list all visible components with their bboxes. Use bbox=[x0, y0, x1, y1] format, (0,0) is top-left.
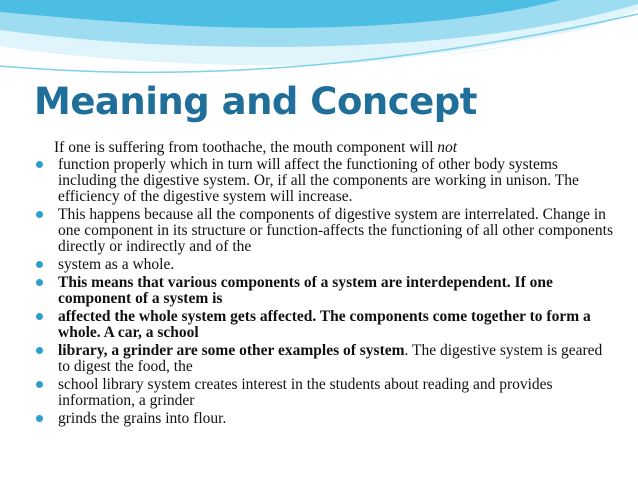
bullet-text: . The digestive system is geared to digest the food, the bbox=[58, 342, 603, 375]
bullet-item bbox=[34, 275, 614, 307]
bullet-dot-icon bbox=[36, 211, 43, 218]
header-wave-decoration bbox=[0, 0, 638, 90]
bullet-dot-icon bbox=[36, 381, 43, 388]
bullet-text: system as a whole. bbox=[58, 256, 175, 273]
slide-title: Meaning and Concept bbox=[34, 80, 477, 123]
bullet-item bbox=[34, 411, 614, 427]
intro-paragraph bbox=[34, 140, 614, 156]
intro-emphasis: not bbox=[437, 139, 458, 156]
bullet-dot-icon bbox=[36, 279, 43, 286]
bullet-item bbox=[34, 309, 614, 341]
intro-text: If one is suffering from toothache, the mouth component will bbox=[54, 139, 438, 156]
bullet-item bbox=[34, 343, 614, 375]
bullet-list bbox=[34, 157, 614, 427]
bullet-text: grinds the grains into flour. bbox=[58, 410, 227, 427]
bullet-text: school library system creates interest in the students about reading and provides information, a grinder bbox=[58, 376, 553, 409]
bullet-bold-text: affected the whole system gets affected. The components come together to form a whole. A car, a school bbox=[58, 308, 591, 341]
bullet-dot-icon bbox=[36, 313, 43, 320]
bullet-item bbox=[34, 157, 614, 205]
bullet-dot-icon bbox=[36, 261, 43, 268]
slide-body bbox=[34, 140, 614, 429]
bullet-text: function properly which in turn will affect the functioning of other body systems including the digestive system. Or, if all the components are working in unison. The efficiency of the digestive system will increase. bbox=[58, 156, 579, 205]
bullet-item bbox=[34, 377, 614, 409]
bullet-bold-text: This means that various components of a system are interdependent. If one component of a system is bbox=[58, 274, 553, 307]
bullet-bold-text: library, a grinder are some other examples of system bbox=[58, 342, 405, 359]
bullet-item bbox=[34, 207, 614, 255]
bullet-dot-icon bbox=[36, 347, 43, 354]
bullet-dot-icon bbox=[36, 415, 43, 422]
bullet-text: This happens because all the components of digestive system are interrelated. Change in one component in its structure or function-affects the functioning of all other components directly or indirectly and of the bbox=[58, 206, 613, 255]
bullet-item bbox=[34, 257, 614, 273]
bullet-dot-icon bbox=[36, 161, 43, 168]
